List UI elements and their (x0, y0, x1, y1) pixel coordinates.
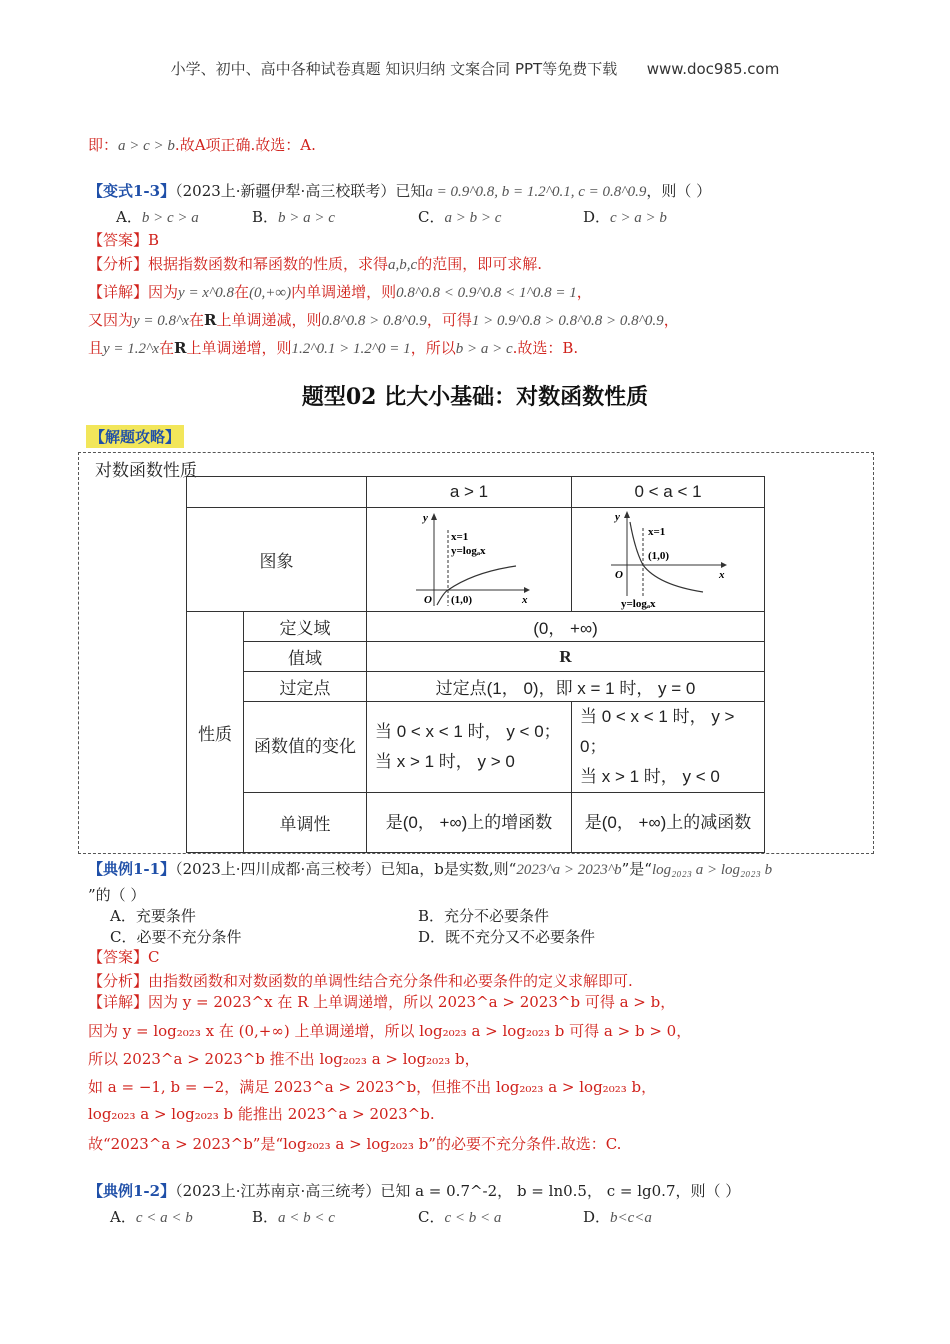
graph1-vline-label: x=1 (451, 530, 469, 543)
example-1-1-detail-3: 所以 2023^a > 2023^b 推不出 log₂₀₂₃ a > log₂₀₂₃ b， (88, 1050, 480, 1068)
row-monotonic-decreasing: 是(0， +∞)上的减函数 (572, 793, 765, 853)
graph1-origin-label: O (424, 593, 432, 606)
graph-decreasing (572, 508, 765, 612)
row-value-change-name: 函数值的变化 (244, 702, 367, 793)
row-header-properties: 性质 (187, 612, 244, 853)
example-1-1-detail-4: 如 a = −1, b = −2，满足 2023^a > 2023^b，但推不出 log₂₀₂₃ a > log₂₀₂₃ b， (88, 1078, 657, 1096)
example-1-1-detail-2: 因为 y = log₂₀₂₃ x 在 (0,+∞) 上单调递增，所以 log₂₀₂₃ a > log₂₀₂₃ b 可得 a > b > 0， (88, 1022, 692, 1040)
graph-increasing (367, 508, 572, 612)
graph-increasing-svg (404, 510, 534, 610)
example-1-1-option-a[interactable]: A．充要条件 (110, 907, 196, 925)
row-range-name: 值域 (244, 642, 367, 672)
graph2-x-label: x (719, 568, 725, 581)
row-domain-value: (0， +∞) (367, 612, 765, 642)
graph-decreasing-svg (603, 510, 733, 610)
strategy-badge: 【解题攻略】 (86, 425, 184, 448)
row-monotonic-increasing: 是(0， +∞)上的增函数 (367, 793, 572, 853)
graph1-x-label: x (522, 593, 528, 606)
example-1-1-stem: 【典例1-1】（2023上·四川成都·高三校考）已知a，b是实数,则“2023^a > 2023^b”是“log₂₀₂₃ a > log₂₀₂₃ b (88, 860, 773, 878)
variant-1-3-detail-2: 又因为y = 0.8^x在R上单调递减，则0.8^0.8 > 0.8^0.9，可得1 > 0.9^0.8 > 0.8^0.8 > 0.8^0.9， (88, 311, 679, 329)
graph1-curve-label: y=logₐx (451, 544, 486, 557)
example-1-1-detail-5: log₂₀₂₃ a > log₂₀₂₃ b 能推出 2023^a > 2023^b. (88, 1105, 435, 1123)
change2-line1: 当 0 < x < 1 时， y > (580, 707, 735, 726)
change2-line3: 当 x > 1 时， y < 0 (580, 767, 720, 786)
example-1-1-analysis: 【分析】由指数函数和对数函数的单调性结合充分条件和必要条件的定义求解即可. (88, 972, 633, 990)
variant-1-3-analysis: 【分析】根据指数函数和幂函数的性质，求得a,b,c的范围，即可求解. (88, 255, 542, 273)
graph2-curve-label: y=logₐx (621, 597, 656, 610)
example-1-2-stem: 【典例1-2】（2023上·江苏南京·高三统考）已知 a = 0.7^-2， b = ln0.5， c = lg0.7，则（ ） (88, 1182, 741, 1200)
example-1-1-detail-6: 故“2023^a > 2023^b”是“log₂₀₂₃ a > log₂₀₂₃ b”的必要不充分条件.故选：C. (88, 1135, 622, 1153)
example-1-2-option-c[interactable]: C．c < b < a (418, 1208, 502, 1226)
header-url[interactable]: www.doc985.com (646, 60, 780, 78)
example-1-1-option-d[interactable]: D．既不充分又不必要条件 (418, 928, 596, 946)
variant-1-3-option-d[interactable]: D．c > a > b (583, 208, 667, 226)
row-value-change-decreasing (572, 702, 765, 793)
example-1-1-stem-end: ”的（ ） (88, 886, 146, 904)
change1-line2: 当 x > 1 时， y > 0 (375, 752, 515, 771)
graph2-y-label: y (615, 510, 620, 523)
graph2-vline-label: x=1 (648, 525, 666, 538)
example-1-1-detail-1: 【详解】因为 y = 2023^x 在 R 上单调递增，所以 2023^a > 2023^b 可得 a > b， (88, 993, 676, 1011)
row-fixed-point-name: 过定点 (244, 672, 367, 702)
prev-conclusion: 即：a > c > b.故A项正确.故选：A. (88, 136, 316, 154)
graph2-origin-label: O (615, 568, 623, 581)
header-text: 小学、初中、高中各种试卷真题 知识归纳 文案合同 PPT等免费下载 (170, 60, 618, 78)
variant-1-3-option-b[interactable]: B．b > a > c (252, 208, 335, 226)
col-header-a-lt-1: 0 < a < 1 (572, 477, 765, 508)
example-1-1-answer: 【答案】C (88, 948, 160, 966)
variant-1-3-option-c[interactable]: C．a > b > c (418, 208, 502, 226)
log-properties-table (186, 476, 765, 853)
graph1-y-label: y (423, 511, 428, 524)
example-1-2-option-d[interactable]: D．b<c<a (583, 1208, 652, 1226)
variant-1-3-detail-3: 且y = 1.2^x在R上单调递增，则1.2^0.1 > 1.2^0 = 1，所以b > a > c.故选：B. (88, 339, 579, 357)
graph1-point-label: (1,0) (451, 593, 473, 606)
page-header (0, 58, 950, 79)
row-header-graph: 图象 (187, 508, 367, 612)
row-range-value: R (367, 642, 765, 672)
variant-1-3-answer: 【答案】B (88, 231, 160, 249)
example-1-2-option-b[interactable]: B．a < b < c (252, 1208, 335, 1226)
variant-1-3-option-a[interactable]: A．b > c > a (116, 208, 199, 226)
row-value-change-increasing (367, 702, 572, 793)
example-1-1-option-b[interactable]: B．充分不必要条件 (418, 907, 550, 925)
example-1-2-option-a[interactable]: A．c < a < b (110, 1208, 193, 1226)
col-header-a-gt-1: a > 1 (367, 477, 572, 508)
row-monotonic-name: 单调性 (244, 793, 367, 853)
variant-1-3-detail-1: 【详解】因为y = x^0.8在(0,+∞)内单调递增，则0.8^0.8 < 0.9^0.8 < 1^0.8 = 1， (88, 283, 592, 301)
change2-line2: 0； (580, 737, 607, 756)
graph2-point-label: (1,0) (648, 549, 670, 562)
box-label: 对数函数性质 (95, 461, 197, 480)
table-corner (187, 477, 367, 508)
example-1-1-option-c[interactable]: C．必要不充分条件 (110, 928, 242, 946)
row-domain-name: 定义域 (244, 612, 367, 642)
variant-1-3-stem: 【变式1-3】（2023上·新疆伊犁·高三校联考）已知a = 0.9^0.8, b = 1.2^0.1, c = 0.8^0.9，则（ ） (88, 182, 712, 200)
row-fixed-point-value: 过定点(1， 0)，即 x = 1 时， y = 0 (367, 672, 765, 702)
section-title: 题型02 比大小基础：对数函数性质 (301, 384, 649, 410)
change1-line1: 当 0 < x < 1 时， y < 0； (375, 722, 561, 741)
